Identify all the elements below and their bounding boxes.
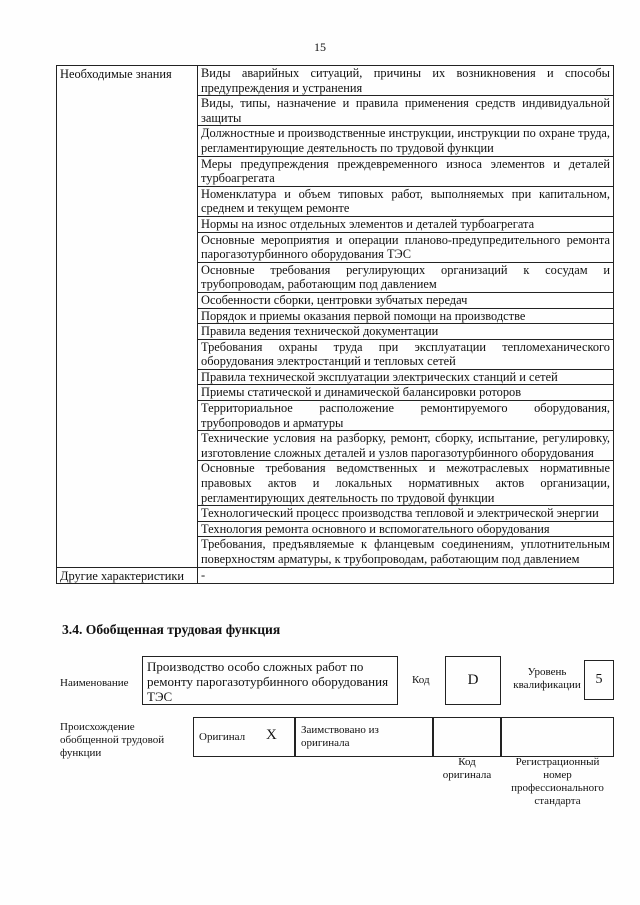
knowledge-item: Правила ведения технической документации — [198, 324, 614, 340]
reg-number-cell — [501, 717, 614, 757]
knowledge-item: Требования, предъявляемые к фланцевым соединениям, уплотнительным поверхностям арматуры, к трубопроводам, работающим под давлением — [198, 537, 614, 567]
knowledge-body — [57, 66, 614, 568]
knowledge-item: Должностные и производственные инструкции, инструкции по охране труда, регламентирующие деятельность по трудовой функции — [198, 126, 614, 156]
borrowed-cell: Заимствовано из оригинала — [295, 717, 433, 757]
other-header: Другие характеристики — [57, 567, 198, 584]
knowledge-item: Технические условия на разборку, ремонт, сборку, испытание, регулировку, изготовление сложных деталей и узлов парогазотурбинного оборудования — [198, 431, 614, 461]
knowledge-item: Основные мероприятия и операции планово-предупредительного ремонта парогазотурбинного оборудования ТЭС — [198, 232, 614, 262]
reg-caption: Регистрационный номер профессионального стандарта — [511, 756, 604, 807]
other-row — [57, 567, 614, 584]
knowledge-item: Особенности сборки, центровки зубчатых передач — [198, 292, 614, 308]
name-label: Наименование — [60, 677, 129, 689]
original-mark: X — [266, 727, 277, 743]
level-label: Уровень квалификации — [513, 666, 581, 691]
page-number: 15 — [314, 40, 326, 54]
knowledge-item: Приемы статической и динамической балансировки роторов — [198, 385, 614, 401]
knowledge-item: Порядок и приемы оказания первой помощи на производстве — [198, 308, 614, 324]
knowledge-item: Меры предупреждения преждевременного износа элементов и деталей турбоагрегата — [198, 156, 614, 186]
knowledge-item: Виды аварийных ситуаций, причины их возникновения и способы предупреждения и устранения — [198, 66, 614, 96]
knowledge-row — [57, 66, 614, 96]
knowledge-item: Правила технической эксплуатации электрических станций и сетей — [198, 369, 614, 385]
knowledge-item: Требования охраны труда при эксплуатации тепломеханического оборудования электростанций и тепловых сетей — [198, 339, 614, 369]
knowledge-item: Территориальное расположение ремонтируемого оборудования, трубопроводов и арматуры — [198, 401, 614, 431]
original-label: Оригинал — [199, 731, 246, 743]
knowledge-item: Виды, типы, назначение и правила применения средств индивидуальной защиты — [198, 96, 614, 126]
code-value: D — [445, 656, 501, 705]
knowledge-item: Основные требования ведомственных и межотраслевых нормативные правовых актов и локальных нормативных актов организации, регламентирующих деятельность по трудовой функции — [198, 461, 614, 506]
knowledge-item: Основные требования регулирующих организаций к сосудам и трубопроводам, работающим под давлением — [198, 262, 614, 292]
section-title: 3.4. Обобщенная трудовая функция — [62, 622, 281, 637]
level-value: 5 — [584, 660, 614, 700]
origin-label: Происхождение обобщенной трудовой функции — [60, 721, 165, 759]
knowledge-header: Необходимые знания — [57, 66, 198, 568]
knowledge-item: Номенклатура и объем типовых работ, выполняемых при капитальном, среднем и текущем ремонте — [198, 186, 614, 216]
requirements-table — [56, 65, 614, 584]
knowledge-item: Нормы на износ отдельных элементов и деталей турбоагрегата — [198, 216, 614, 232]
knowledge-item: Технология ремонта основного и вспомогательного оборудования — [198, 521, 614, 537]
name-value: Производство особо сложных работ по ремонту парогазотурбинного оборудования ТЭС — [142, 656, 398, 705]
code-caption: Код оригинала — [442, 756, 492, 781]
code-label: Код — [412, 674, 430, 686]
other-value: - — [198, 567, 614, 584]
knowledge-item: Технологический процесс производства тепловой и электрической энергии — [198, 506, 614, 522]
original-code-cell — [433, 717, 501, 757]
